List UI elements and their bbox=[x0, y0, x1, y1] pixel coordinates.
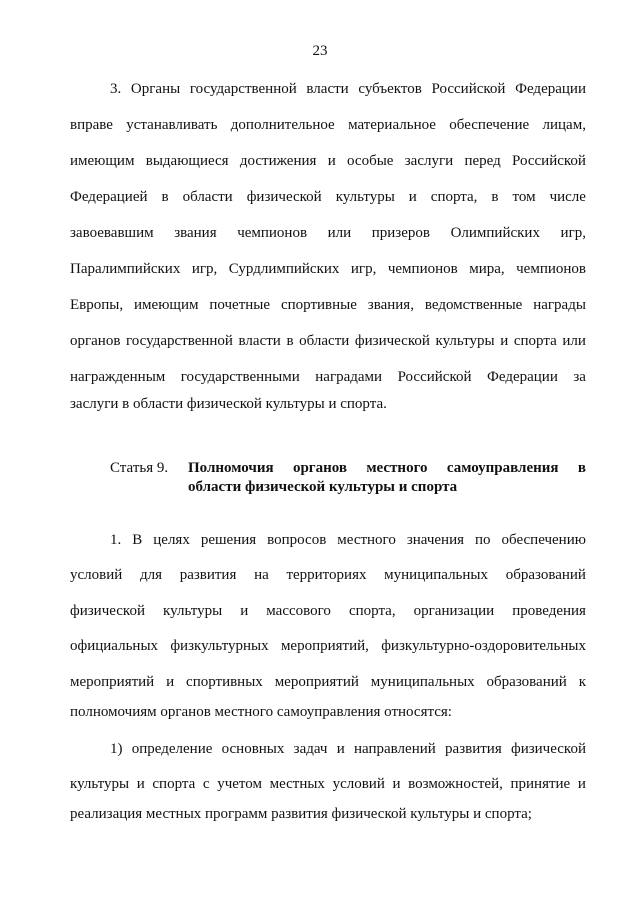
word: организации bbox=[413, 603, 495, 619]
word: физкультурных bbox=[170, 638, 269, 654]
word: в bbox=[161, 189, 169, 205]
word: и bbox=[136, 776, 145, 792]
word: и bbox=[408, 189, 417, 205]
article-label: Статья 9. bbox=[110, 460, 169, 476]
word: и bbox=[336, 741, 345, 757]
word: Российской bbox=[512, 153, 586, 169]
para3-line bbox=[110, 740, 586, 758]
word: награжденным bbox=[70, 369, 166, 385]
word: игр, bbox=[350, 261, 377, 277]
word: задач bbox=[293, 741, 328, 757]
word: территориях bbox=[286, 567, 367, 583]
word: вправе bbox=[70, 117, 113, 133]
word: мероприятий bbox=[274, 674, 359, 690]
word: физической bbox=[354, 333, 430, 349]
word: и bbox=[577, 776, 586, 792]
word: награды bbox=[533, 297, 586, 313]
word: учетом bbox=[217, 776, 262, 792]
word: и bbox=[392, 776, 401, 792]
word: чемпионов bbox=[387, 261, 458, 277]
word: чемпионов bbox=[237, 225, 308, 241]
word: определение bbox=[131, 741, 213, 757]
word: завоевавшим bbox=[70, 225, 154, 241]
word: Российской bbox=[397, 369, 472, 385]
word: области bbox=[182, 189, 233, 205]
word: местного bbox=[366, 460, 428, 476]
word: и bbox=[166, 674, 175, 690]
article-title-line bbox=[188, 459, 586, 477]
word: для bbox=[139, 567, 162, 583]
word: имеющим bbox=[70, 153, 135, 169]
word: и bbox=[240, 603, 249, 619]
word: Сурдлимпийских bbox=[228, 261, 340, 277]
word: почетные bbox=[209, 297, 271, 313]
word: наградами bbox=[315, 369, 383, 385]
article-title-line: области физической культуры и спорта bbox=[188, 479, 458, 495]
word: спорта bbox=[152, 776, 196, 792]
word: развития bbox=[179, 567, 237, 583]
word: 1) bbox=[110, 741, 123, 757]
word: особые bbox=[347, 153, 394, 169]
para2-last-line: полномочиям органов местного самоуправления относятся: bbox=[70, 704, 452, 720]
word: обеспечение bbox=[449, 117, 530, 133]
word: игр, bbox=[560, 225, 586, 241]
word: Паралимпийских bbox=[70, 261, 181, 277]
word: проведения bbox=[512, 603, 586, 619]
word: государственной bbox=[189, 81, 297, 97]
para2-line bbox=[70, 637, 586, 655]
word: местного bbox=[337, 532, 396, 548]
para2-line bbox=[70, 566, 586, 584]
word: значения bbox=[406, 532, 465, 548]
word: образований bbox=[486, 674, 567, 690]
word: муниципальных bbox=[384, 567, 489, 583]
word: Российской bbox=[431, 81, 506, 97]
para2-line bbox=[70, 602, 586, 620]
word: образований bbox=[505, 567, 586, 583]
word: с bbox=[202, 776, 210, 792]
word: области bbox=[299, 333, 350, 349]
word: спорта bbox=[513, 333, 557, 349]
word: перед bbox=[464, 153, 501, 169]
word: Олимпийских bbox=[450, 225, 540, 241]
word: спорта, bbox=[430, 189, 478, 205]
para3-line bbox=[70, 775, 586, 793]
word: призеров bbox=[371, 225, 430, 241]
word: Органы bbox=[130, 81, 181, 97]
word: и bbox=[327, 153, 336, 169]
word: массового bbox=[266, 603, 331, 619]
word: Федерацией bbox=[70, 189, 148, 205]
word: на bbox=[254, 567, 269, 583]
word: культуры bbox=[335, 189, 395, 205]
word: органов bbox=[70, 333, 121, 349]
word: или bbox=[562, 333, 586, 349]
word: дополнительное bbox=[230, 117, 335, 133]
word: том bbox=[512, 189, 536, 205]
word: субъектов bbox=[358, 81, 422, 97]
word: в bbox=[577, 460, 586, 476]
para1-line bbox=[70, 332, 586, 350]
word: за bbox=[573, 369, 586, 385]
word: спорта, bbox=[348, 603, 396, 619]
word: звания, bbox=[367, 297, 414, 313]
word: принятие bbox=[510, 776, 571, 792]
para2-line bbox=[70, 673, 586, 691]
word: культуры bbox=[70, 776, 130, 792]
word: и bbox=[500, 333, 509, 349]
word: Федерации bbox=[487, 369, 558, 385]
para3-last-line: реализация местных программ развития физической культуры и спорта; bbox=[70, 806, 532, 822]
word: спортивных bbox=[186, 674, 263, 690]
word: лицам, bbox=[542, 117, 586, 133]
word: власти bbox=[238, 333, 281, 349]
word: власти bbox=[306, 81, 349, 97]
word: культуры bbox=[163, 603, 223, 619]
para1-line bbox=[70, 224, 586, 242]
para1-last-line: заслуги в области физической культуры и спорта. bbox=[70, 396, 387, 412]
word: В bbox=[132, 532, 143, 548]
para2-line bbox=[110, 531, 586, 549]
word: мероприятий bbox=[70, 674, 155, 690]
word: обеспечению bbox=[501, 532, 586, 548]
word: в bbox=[286, 333, 294, 349]
para1-line bbox=[70, 152, 586, 170]
para1-line bbox=[70, 296, 586, 314]
word: целях bbox=[153, 532, 190, 548]
word: материальное bbox=[348, 117, 436, 133]
word: устанавливать bbox=[126, 117, 218, 133]
word: официальных bbox=[70, 638, 159, 654]
word: физкультурно-оздоровительных bbox=[381, 638, 586, 654]
word: физической bbox=[510, 741, 586, 757]
para1-line bbox=[70, 260, 586, 278]
word: чемпионов bbox=[516, 261, 586, 277]
word: возможностей, bbox=[408, 776, 503, 792]
word: физической bbox=[246, 189, 322, 205]
word: 1. bbox=[110, 532, 122, 548]
word: условий bbox=[70, 567, 123, 583]
word: по bbox=[475, 532, 491, 548]
word: спортивные bbox=[280, 297, 357, 313]
word: вопросов bbox=[267, 532, 327, 548]
word: местных bbox=[269, 776, 325, 792]
word: основных bbox=[221, 741, 285, 757]
para1-line bbox=[70, 116, 586, 134]
word: к bbox=[578, 674, 586, 690]
word: условий bbox=[332, 776, 385, 792]
word: муниципальных bbox=[370, 674, 475, 690]
word: органов bbox=[292, 460, 347, 476]
word: мира, bbox=[469, 261, 505, 277]
word: развития bbox=[445, 741, 502, 757]
para1-line bbox=[70, 368, 586, 386]
word: мероприятий, bbox=[280, 638, 369, 654]
word: в bbox=[491, 189, 499, 205]
word: числе bbox=[549, 189, 586, 205]
word: имеющим bbox=[134, 297, 199, 313]
word: ведомственные bbox=[424, 297, 523, 313]
word: физической bbox=[70, 603, 145, 619]
word: заслуги bbox=[404, 153, 454, 169]
word: или bbox=[327, 225, 352, 241]
word: выдающиеся bbox=[145, 153, 229, 169]
para1-line bbox=[70, 188, 586, 206]
word: 3. bbox=[110, 81, 122, 97]
word: решения bbox=[200, 532, 257, 548]
word: государственной bbox=[126, 333, 233, 349]
page-number: 23 bbox=[312, 43, 328, 59]
para1-line bbox=[110, 80, 586, 98]
word: Федерации bbox=[515, 81, 586, 97]
word: культуры bbox=[435, 333, 495, 349]
word: государственными bbox=[180, 369, 300, 385]
word: игр, bbox=[191, 261, 218, 277]
word: самоуправления bbox=[446, 460, 559, 476]
word: Полномочия bbox=[188, 460, 274, 476]
word: достижения bbox=[239, 153, 317, 169]
word: направлений bbox=[354, 741, 436, 757]
word: звания bbox=[174, 225, 217, 241]
word: Европы, bbox=[70, 297, 124, 313]
